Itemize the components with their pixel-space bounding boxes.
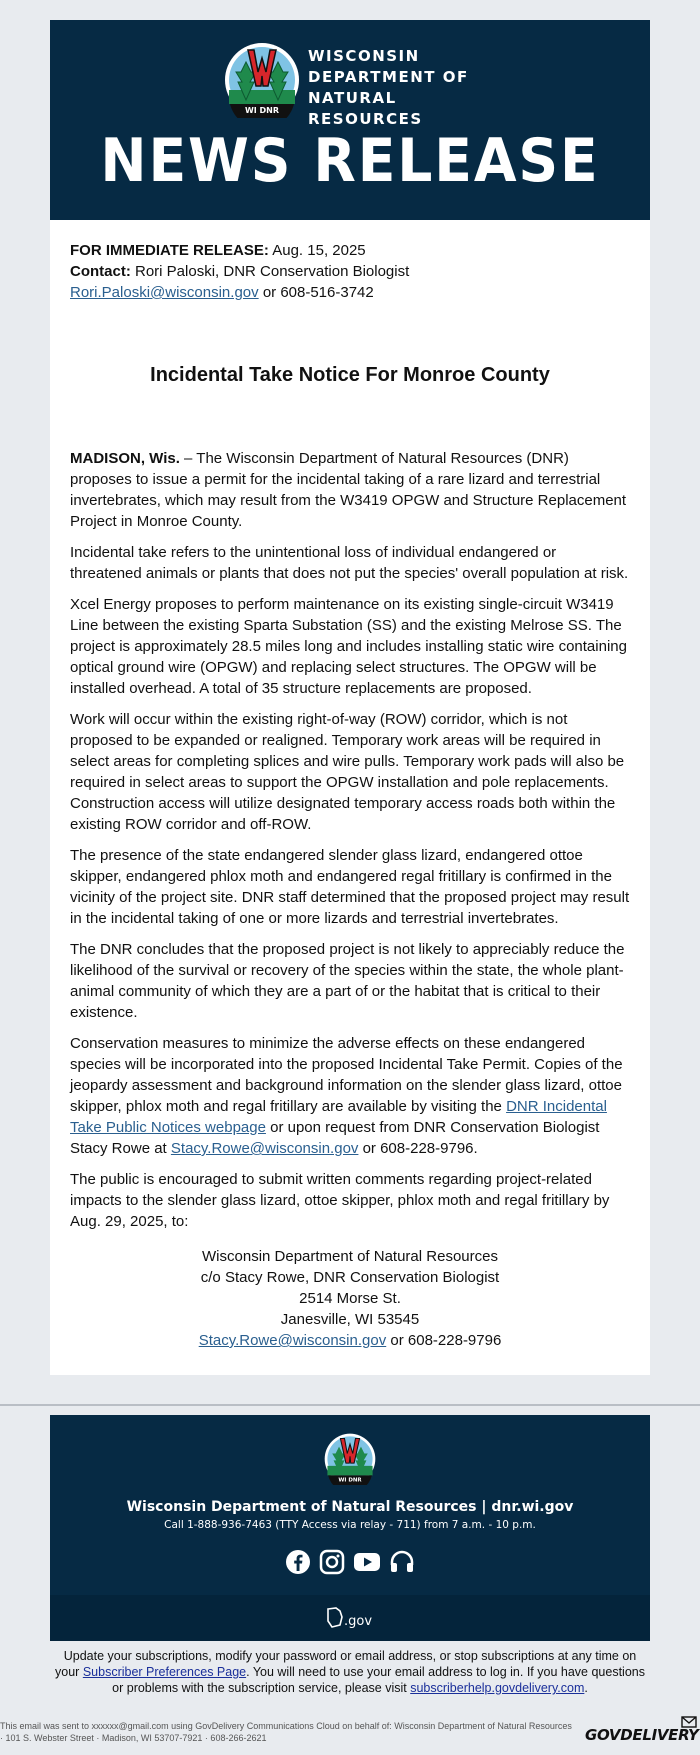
address-phone: or 608-228-9796 [386,1332,502,1349]
address-email-link[interactable]: Stacy.Rowe@wisconsin.gov [198,1332,387,1349]
logo-text: WI DNR [244,106,280,115]
release-body [50,220,650,1375]
release-date: Aug. 15, 2025 [272,242,366,259]
paragraph-7-text-a: Conservation measures to minimize the adverse effects on these endangered species will be incorporated into the proposed Incidental Take Permit. Copies of the jeopardy assessment and background information on the slender glass lizard, ottoe skipper, phlox moth and regal fritillary are available by visiting the [70,1035,623,1115]
youtube-icon[interactable] [353,1549,381,1575]
contact-phone: or 608-516-3742 [262,284,374,301]
social-links [50,1549,650,1575]
org-name [308,46,484,130]
paragraph-7-text-c: or 608-228-9796. [358,1140,478,1157]
release-label: FOR IMMEDIATE RELEASE: [70,242,269,259]
paragraph-1-text: – The Wisconsin Department of Natural Resources (DNR) proposes to issue a permit for the incidental taking of a rare lizard and terrestrial invertebrates, which may result from the W3419 OPGW and Structure Replacement Project in Monroe County. [70,450,627,530]
subscription-notice [50,1648,650,1696]
footer-org-line: Wisconsin Department of Natural Resources | dnr.wi.gov [126,1499,574,1515]
contact-name: Rori Paloski, DNR Conservation Biologist [135,263,410,280]
paragraph-6: The DNR concludes that the proposed project is not likely to appreciably reduce the likelihood of the survival or recovery of the species within the state, the whole plant-animal community of which they are a part of or the habitat that is critical to their existence. [70,941,625,1021]
address-line-1: Wisconsin Department of Natural Resources [202,1248,498,1265]
paragraph-3: Xcel Energy proposes to perform maintenance on its existing single-circuit W3419 Line between the existing Sparta Substation (SS) and the existing Melrose SS. The project is approximately 28.5 miles long and includes installing static wire containing optical ground wire (OPGW) and replacing select structures. The OPGW will be installed overhead. A total of 35 structure replacements are proposed. [70,596,627,697]
address-line-3: 2514 Morse St. [299,1290,401,1307]
govdelivery-logo[interactable]: GOVDELIVERY [585,1726,699,1744]
subs-text-c: . [584,1681,588,1695]
wi-dnr-footer-logo-icon[interactable] [324,1433,376,1485]
address-line-4: Janesville, WI 53545 [280,1311,420,1328]
gov-footer-bar [50,1595,650,1641]
subscriber-help-link[interactable]: subscriberhelp.govdelivery.com [410,1681,585,1695]
paragraph-7 [70,1033,630,1159]
wi-dnr-logo-icon [224,42,300,118]
release-content [70,448,630,1351]
headline: NEWS RELEASE [100,126,600,196]
instagram-icon[interactable] [319,1549,345,1575]
footer-panel [50,1415,650,1595]
contact-email-link[interactable]: Rori.Paloski@wisconsin.gov [70,284,259,301]
footer-divider [0,1404,700,1406]
paragraph-4: Work will occur within the existing right-of-way (ROW) corridor, which is not proposed to be expanded or realigned. Temporary work areas will be required in select areas for completing splices and wire pulls. Temporary work pads will also be required in select areas to support the OPGW installation and pole replacements. Construction access will utilize designated temporary access roads both within the existing ROW corridor and off-ROW. [70,711,625,833]
public-notices-link[interactable]: DNR Incidental Take Public Notices webpage [70,1098,607,1136]
footer-call-line: Call 1-888-936-7463 (TTY Access via relay - 711) from 7 a.m. - 10 p.m. [164,1519,536,1531]
legal-footer: This email was sent to xxxxxx@gmail.com using GovDelivery Communications Cloud on behalf of: Wisconsin Department of Natural Resources · 101 S. Webster Street · Madison, WI 53707-7921 · 608-266-2621 [0,1721,572,1743]
footer-logo-text: WI DNR [338,1477,362,1484]
gov-logo-text: .gov [344,1614,373,1629]
news-release-header [50,20,650,220]
subs-text-b: . You will need to use your email address to log in. If you have questions or problems with the subscription service, please visit [112,1665,645,1695]
paragraph-8: The public is encouraged to submit written comments regarding project-related impacts to the slender glass lizard, ottoe skipper, phlox moth and regal fritillary by Aug. 29, 2025, to: [70,1171,610,1230]
page-title: Incidental Take Notice For Monroe County [150,364,550,386]
release-meta [70,240,630,303]
release-line [70,240,630,261]
dnr-logo-block [224,42,484,132]
mailing-address [70,1246,630,1351]
org-line-2: DEPARTMENT OF [308,68,469,86]
address-email-line [70,1330,630,1351]
subs-text-a: Update your subscriptions, modify your password or email address, or stop subscriptions at any time on your [55,1649,637,1679]
subscriber-preferences-link[interactable]: Subscriber Preferences Page [82,1665,247,1679]
org-line-3: NATURAL RESOURCES [308,89,423,128]
contact-line [70,261,630,282]
facebook-icon[interactable] [285,1549,311,1575]
stacy-email-link[interactable]: Stacy.Rowe@wisconsin.gov [170,1140,359,1157]
dateline: MADISON, Wis. [70,450,180,467]
address-line-2: c/o Stacy Rowe, DNR Conservation Biologist [200,1269,500,1286]
contact-label: Contact: [70,263,131,280]
contact-email-line [70,282,630,303]
paragraph-2: Incidental take refers to the unintentional loss of individual endangered or threatened animals or plants that does not put the species' overall population at risk. [70,544,629,582]
paragraph-5: The presence of the state endangered slender glass lizard, endangered ottoe skipper, endangered phlox moth and endangered regal fritillary is confirmed in the vicinity of the project site. DNR staff determined that the proposed project may result in the incidental taking of one or more lizards and terrestrial invertebrates. [70,847,630,927]
paragraph-1 [70,448,630,532]
wisconsin-gov-logo-icon[interactable] [324,1605,376,1631]
podcast-icon[interactable] [389,1549,415,1575]
org-line-1: WISCONSIN [308,47,420,65]
paragraph-7-text-b: or upon request from DNR Conservation Biologist Stacy Rowe at [70,1119,600,1157]
